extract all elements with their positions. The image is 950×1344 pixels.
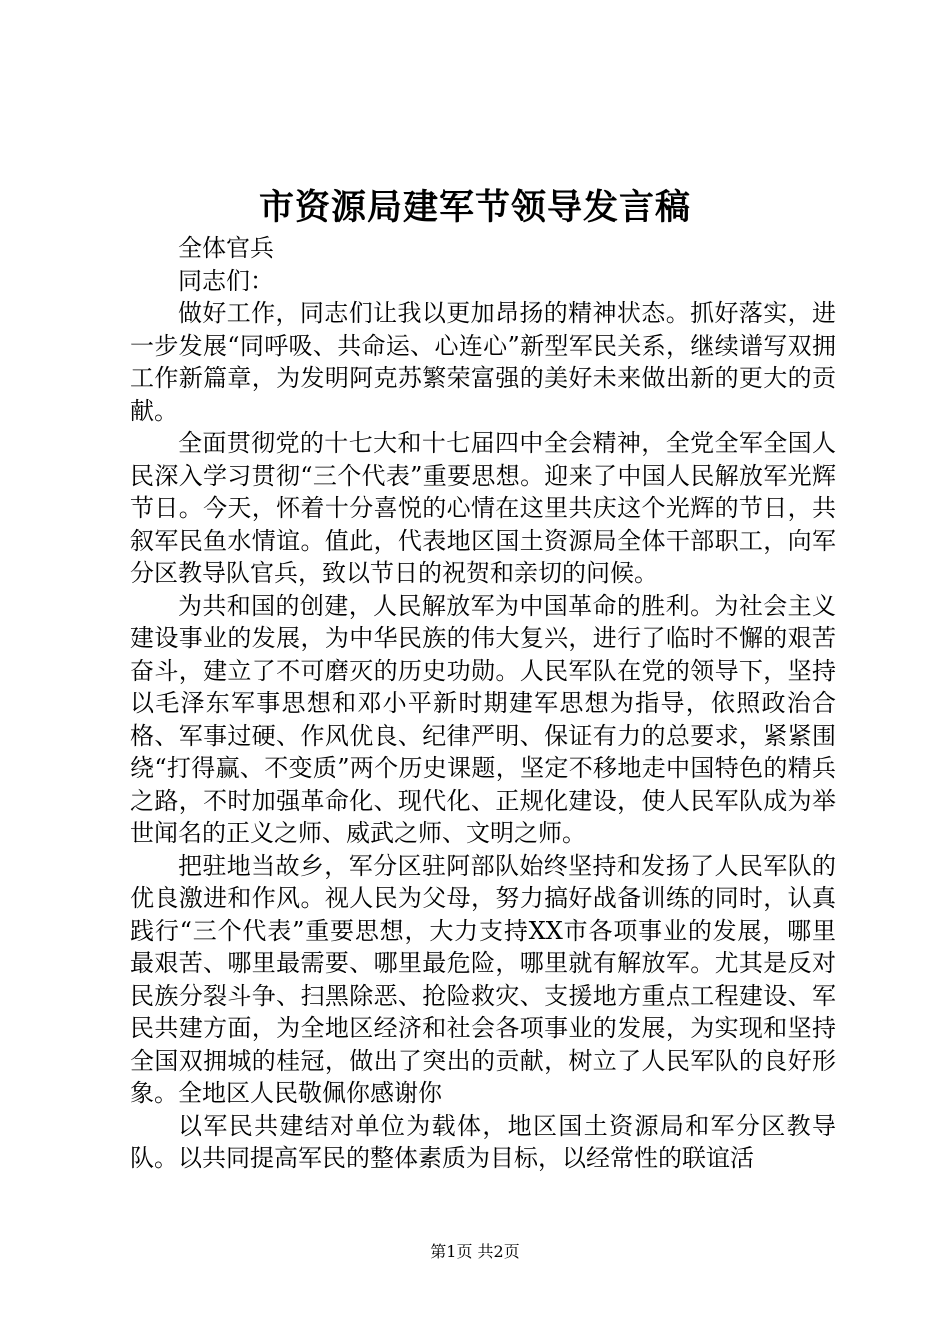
document-body [130,232,836,1175]
greeting-line: 同志们： [178,266,274,295]
body-paragraph: 全面贯彻党的十七大和十七届四中全会精神，全党全军全国人民深入学习贯彻“三个代表”重要思想。迎来了中国人民解放军光辉节日。今天，怀着十分喜悦的心情在这里共庆这个光辉的节日，共叙军民鱼水情谊。值此，代表地区国土资源局全体干部职工，向军分区教导队官兵，致以节日的祝贺和亲切的问候。 [130,429,836,587]
greeting-line: 全体官兵 [178,234,274,262]
document-title: 市资源局建军节领导发言稿 [258,187,691,228]
body-paragraph: 以军民共建结对单位为载体，地区国土资源局和军分区教导队。以共同提高军民的整体素质为目标，以经常性的联谊活 [130,1111,836,1172]
body-paragraph: 做好工作，同志们让我以更加昂扬的精神状态。抓好落实，进一步发展“同呼吸、共命运、心连心”新型军民关系，继续谱写双拥工作新篇章，为发明阿克苏繁荣富强的美好未来做出新的更大的贡献。 [130,299,836,425]
body-paragraph: 把驻地当故乡，军分区驻阿部队始终坚持和发扬了人民军队的优良激进和作风。视人民为父母，努力搞好战备训练的同时，认真践行“三个代表”重要思想，大力支持XX市各项事业的发展，哪里最艰苦、哪里最需要、哪里最危险，哪里就有解放军。尤其是反对民族分裂斗争、扫黑除恶、抢险救灾、支援地方重点工程建设、军民共建方面，为全地区经济和社会各项事业的发展，为实现和坚持全国双拥城的桂冠，做出了突出的贡献，树立了人民军队的良好形象。全地区人民敬佩你感谢你 [130,851,836,1107]
page-footer: 第1页 共2页 [430,1242,520,1261]
body-paragraph: 为共和国的创建，人民解放军为中国革命的胜利。为社会主义建设事业的发展，为中华民族的伟大复兴，进行了临时不懈的艰苦奋斗，建立了不可磨灭的历史功勋。人民军队在党的领导下，坚持以毛泽东军事思想和邓小平新时期建军思想为指导，依照政治合格、军事过硬、作风优良、纪律严明、保证有力的总要求，紧紧围绕“打得赢、不变质”两个历史课题，坚定不移地走中国特色的精兵之路，不时加强革命化、现代化、正规化建设，使人民军队成为举世闻名的正义之师、威武之师、文明之师。 [130,591,836,847]
